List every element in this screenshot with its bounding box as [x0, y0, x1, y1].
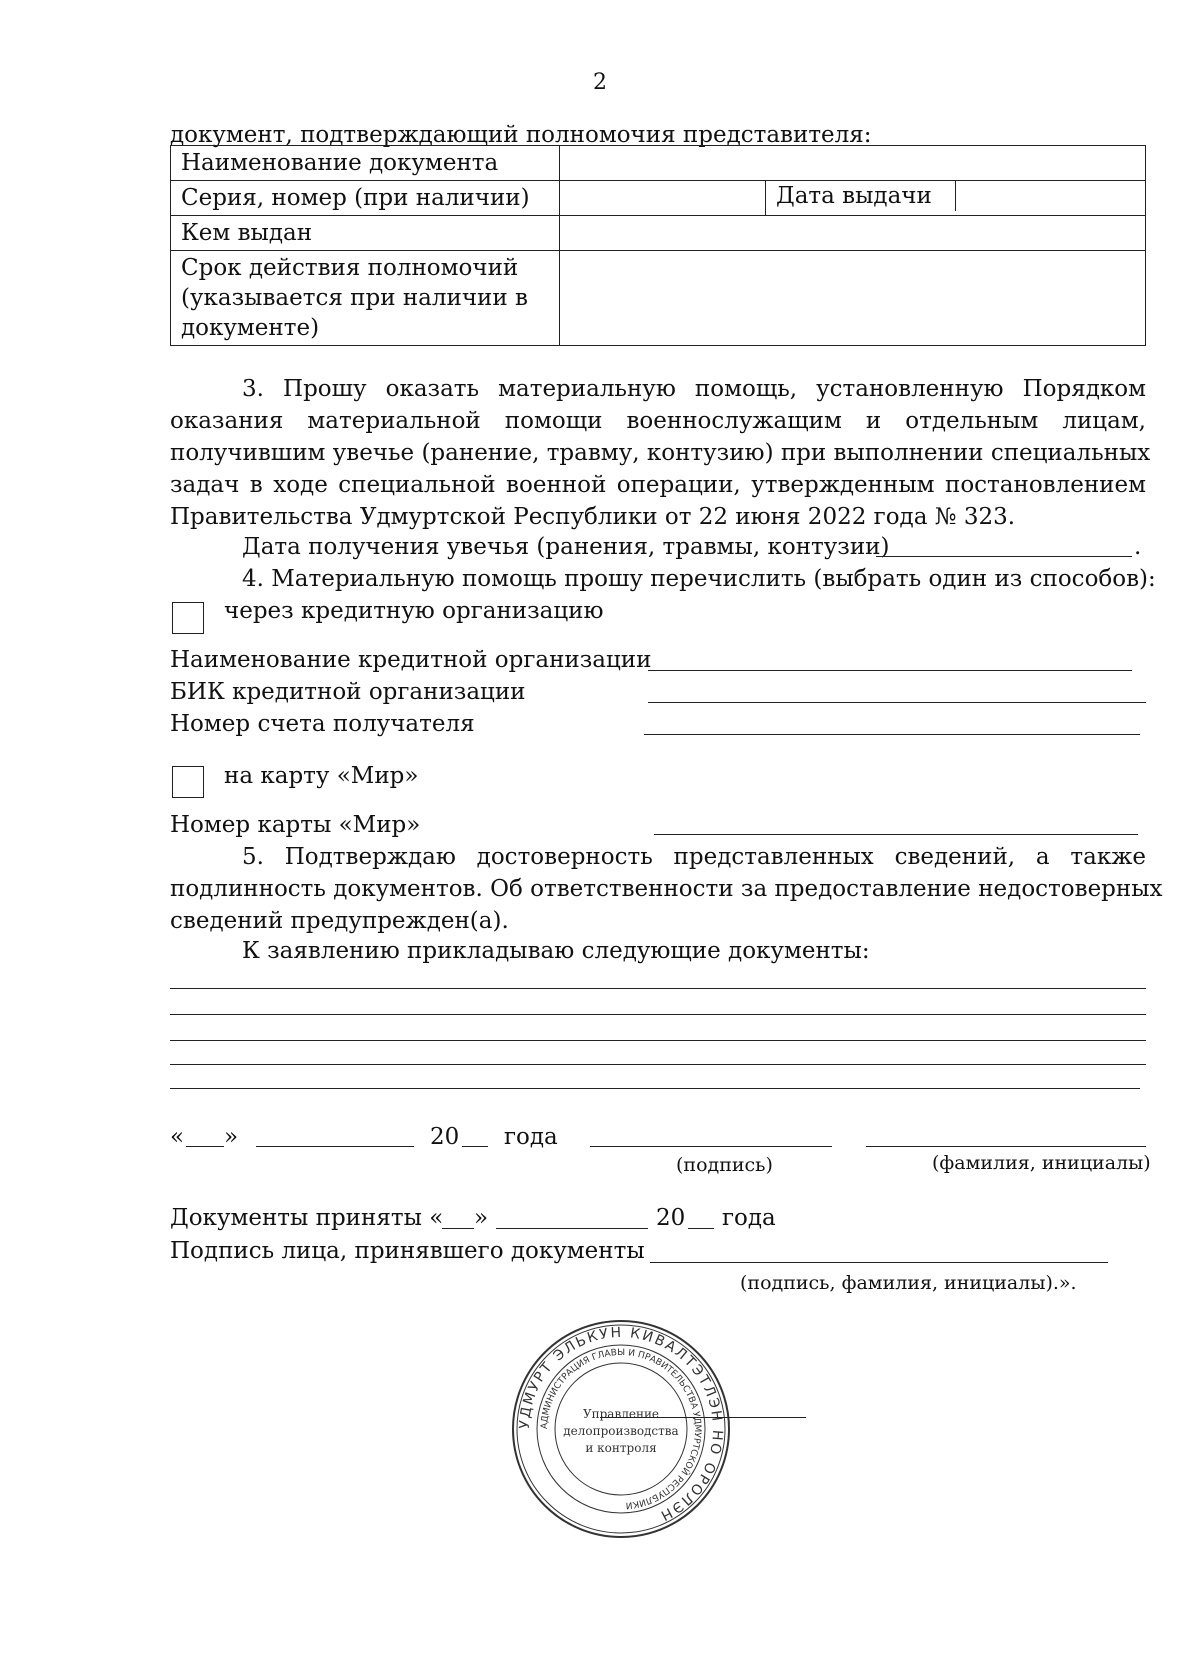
seal-center-line: делопроизводства: [563, 1424, 679, 1438]
attachment-line[interactable]: [170, 1088, 1140, 1089]
attachment-line[interactable]: [170, 1040, 1146, 1041]
doc-name-label: Наименование документа: [171, 146, 560, 181]
day-field[interactable]: [186, 1146, 224, 1147]
attachment-line[interactable]: [170, 988, 1146, 989]
signer-caption: (подпись, фамилия, инициалы).».: [740, 1272, 1077, 1294]
series-label: Серия, номер (при наличии): [171, 181, 560, 216]
bank-name-label: Наименование кредитной организации: [170, 647, 652, 673]
validity-label: [171, 251, 560, 346]
text-line: 3. Прошу оказать материальную помощь, установленную Порядком: [242, 376, 1146, 402]
bank-name-field[interactable]: [648, 670, 1132, 671]
validity-label-line: Срок действия полномочий: [181, 255, 519, 281]
seal-signature-line: [600, 1417, 806, 1418]
day-quote-open: «: [170, 1124, 185, 1150]
signer-label: Подпись лица, принявшего документы: [170, 1238, 645, 1264]
injury-date-field[interactable]: [876, 556, 1132, 557]
text-line: оказания материальной помощи военнослужащим и отдельным лицам,: [170, 408, 1146, 434]
seal-inner-text: АДМИНИСТРАЦИЯ ГЛАВЫ И ПРАВИТЕЛЬСТВА УДМУРТСКОЙ РЕСПУБЛИКИ: [539, 1347, 703, 1510]
issue-date-field[interactable]: [956, 181, 1145, 211]
bank-transfer-checkbox[interactable]: [172, 602, 204, 634]
bank-transfer-label: через кредитную организацию: [224, 598, 604, 624]
year-prefix: 20: [430, 1124, 460, 1150]
bik-label: БИК кредитной организации: [170, 679, 526, 705]
text-line: получившим увечье (ранение, травму, контузию) при выполнении специальных: [170, 440, 1151, 466]
representative-heading: документ, подтверждающий полномочия представителя:: [170, 122, 872, 148]
accepted-day-field[interactable]: [442, 1228, 474, 1229]
accepted-label: Документы приняты «: [170, 1205, 444, 1231]
mir-card-label: на карту «Мир»: [224, 763, 419, 789]
payment-method-heading: 4. Материальную помощь прошу перечислить (выбрать один из способов):: [242, 566, 1156, 592]
applicant-name-field[interactable]: [866, 1146, 1146, 1147]
issue-date-label: Дата выдачи: [766, 181, 956, 211]
accepted-month-field[interactable]: [496, 1228, 648, 1229]
seal-outer-text: УДМУРТ ЭЛЬКУН КИВАЛТЭТЛЭН НО ОРОЛЭН: [516, 1324, 726, 1525]
seal-center-line: и контроля: [585, 1441, 657, 1455]
attachment-line[interactable]: [170, 1014, 1146, 1015]
doc-name-field[interactable]: [560, 146, 1146, 181]
accepted-quote-close: »: [474, 1205, 489, 1231]
signer-field[interactable]: [650, 1262, 1108, 1263]
mir-number-label: Номер карты «Мир»: [170, 812, 421, 838]
text-line: Правительства Удмуртской Республики от 22 июня 2022 года № 323.: [170, 504, 1016, 530]
year-word: года: [504, 1124, 558, 1150]
name-caption: (фамилия, инициалы): [932, 1152, 1151, 1174]
validity-label-line: документе): [181, 315, 320, 341]
mir-number-field[interactable]: [654, 834, 1138, 835]
account-label: Номер счета получателя: [170, 711, 475, 737]
validity-label-line: (указывается при наличии в: [181, 285, 528, 311]
seal-graphic: [510, 1318, 732, 1540]
text-line: 5. Подтверждаю достоверность представленных сведений, а также: [242, 844, 1146, 870]
accepted-year-prefix: 20: [656, 1205, 686, 1231]
year-field[interactable]: [462, 1146, 488, 1147]
attachments-label: К заявлению прикладываю следующие документы:: [242, 938, 870, 964]
injury-date-label: Дата получения увечья (ранения, травмы, контузии): [242, 534, 890, 560]
issued-by-label: Кем выдан: [171, 216, 560, 251]
accepted-year-field[interactable]: [688, 1228, 714, 1229]
page-number: 2: [593, 70, 607, 95]
official-seal: [510, 1318, 732, 1540]
section-5-text: [170, 841, 1163, 937]
section-3-text: [170, 373, 1151, 533]
accepted-year-word: года: [722, 1205, 776, 1231]
bik-field[interactable]: [648, 702, 1146, 703]
applicant-signature-field[interactable]: [590, 1146, 832, 1147]
signature-caption: (подпись): [676, 1154, 773, 1176]
attachment-line[interactable]: [170, 1064, 1146, 1065]
day-quote-close: »: [224, 1124, 239, 1150]
issued-by-field[interactable]: [560, 216, 1146, 251]
validity-field[interactable]: [560, 251, 1146, 346]
mir-card-checkbox[interactable]: [172, 766, 204, 798]
text-line: подлинность документов. Об ответственности за предоставление недостоверных: [170, 876, 1163, 902]
account-field[interactable]: [644, 734, 1140, 735]
month-field[interactable]: [256, 1146, 414, 1147]
series-field[interactable]: [560, 181, 766, 216]
seal-center-line: Управление: [582, 1407, 660, 1421]
text-line: задач в ходе специальной военной операции, утвержденным постановлением: [170, 472, 1146, 498]
representative-table: [170, 145, 1146, 346]
text-line: сведений предупрежден(а).: [170, 908, 509, 934]
